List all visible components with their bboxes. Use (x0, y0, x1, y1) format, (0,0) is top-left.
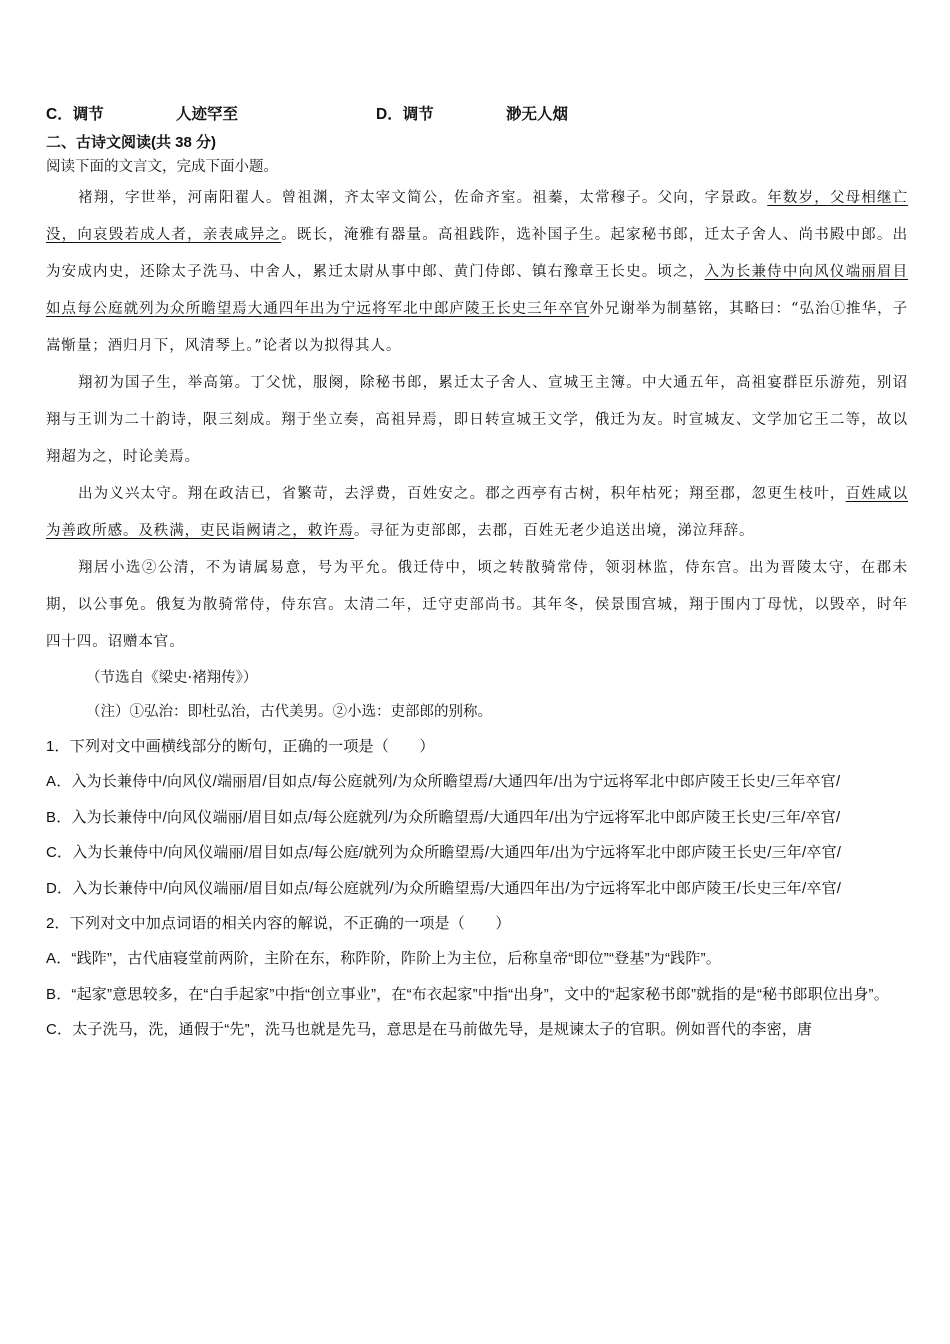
option-c-label: C．调节 (46, 106, 104, 123)
option-c-text: 人迹罕至 (176, 106, 239, 123)
question-1-option-d: D．入为长兼侍中/向风仪端丽/眉目如点/每公庭就列/为众所瞻望焉/大通四年出/为宁远将军北中郎庐陵王/长史三年/卒官/ (46, 879, 842, 897)
option-d-text: 渺无人烟 (506, 106, 569, 123)
section-intro: 阅读下面的文言文，完成下面小题。 (46, 159, 278, 175)
question-2-option-b: B．“起家”意思较多，在“白手起家”中指“创立事业”，在“布衣起家”中指“出身”，文中的“起家秘书郎”就指的是“秘书郎职位出身”。 (46, 985, 889, 1003)
p1-text-b: 。既长，淹雅有器量。高祖践阼，选补国子生。起家秘书郎，迁太子舍人、尚书殿中郎。出为安成内史，还除太子洗马、中舍人，累迁太尉从事中郎、黄门侍郎、镇右豫章王长史。顷之， (46, 227, 909, 280)
question-1-option-b: B．入为长兼侍中/向风仪端丽/眉目如点/每公庭就列/为众所瞻望焉/大通四年/出为宁远将军北中郎庐陵王长史/三年/卒官/ (46, 808, 841, 826)
passage-paragraph-1 (46, 180, 908, 365)
passage-paragraph-4: 翔居小选②公清，不为请属易意，号为平允。俄迁侍中，顷之转散骑常侍，领羽林监，侍东宫。出为晋陵太守，在郡未期，以公事免。俄复为散骑常侍，侍东宫。太清二年，迁守吏部尚书。其年冬，侯景围宫城，翔于围内丁母忧，以毁卒，时年四十四。诏赠本官。 (46, 560, 908, 650)
p1-text-a: 褚翔，字世举，河南阳翟人。曾祖渊，齐太宰文简公，佐命齐室。祖蓁，太常穆子。父向，字景政。 (78, 190, 768, 206)
option-d-label: D．调节 (376, 106, 434, 123)
section-title: 二、古诗文阅读(共 38 分) (46, 134, 217, 151)
previous-question-options (46, 98, 908, 128)
document-page (46, 98, 908, 1048)
passage-source: （节选自《梁史·褚翔传》） (86, 670, 258, 686)
p1-underlined-1: 年数岁，父母相继亡没，向哀毁若成人者，亲表咸异之 (46, 190, 908, 243)
passage-paragraph-2: 翔初为国子生，举高第。丁父忧，服阕，除秘书郎，累迁太子舍人、宣城王主簿。中大通五年，高祖宴群臣乐游苑，别诏翔与王训为二十韵诗，限三刻成。翔于坐立奏，高祖异焉，即日转宣城王文学，俄迁为友。时宣城友、文学加它王二等，故以翔超为之，时论美焉。 (46, 375, 908, 465)
question-1-stem: 1．下列对文中画横线部分的断句，正确的一项是（ ） (46, 738, 435, 755)
p1-underlined-2: 入为长兼侍中向风仪端丽眉目如点每公庭就列为众所瞻望焉大通四年出为宁远将军北中郎庐陵王长史三年卒官 (46, 264, 909, 317)
question-2-option-c: C．太子洗马，洗，通假于“先”，洗马也就是先马，意思是在马前做先导，是规谏太子的官职。例如晋代的李密，唐 (46, 1021, 813, 1038)
passage-note: （注）①弘治：即杜弘治，古代美男。②小选：吏部郎的别称。 (86, 704, 492, 720)
p3-text-a: 出为义兴太守。翔在政洁已，省繁苛，去浮费，百姓安之。郡之西亭有古树，积年枯死；翔至郡，忽更生枝叶， (78, 486, 846, 502)
p3-underlined: 百姓咸以为善政所感。及秩满，吏民诣阙请之，敕许焉 (46, 486, 908, 539)
question-1-option-a: A．入为长兼侍中/向风仪/端丽眉/目如点/每公庭就列/为众所瞻望焉/大通四年/出为宁远将军北中郎庐陵王长史/三年卒官/ (46, 773, 841, 790)
passage-paragraph-3 (46, 476, 908, 550)
p1-text-c: 外兄谢举为制墓铭，其略曰：“弘治①推华，子嵩惭量；酒归月下，风清琴上。”论者以为拟得其人。 (46, 301, 909, 354)
question-2-option-a: A．“践阼”，古代庙寝堂前两阶，主阶在东，称阼阶，阼阶上为主位，后称皇帝“即位”“登基”为“践阼”。 (46, 950, 721, 967)
p3-text-b: 。寻征为吏部郎，去郡，百姓无老少追送出境，涕泣拜辞。 (354, 523, 755, 539)
question-2-stem: 2．下列对文中加点词语的相关内容的解说，不正确的一项是（ ） (46, 915, 511, 932)
question-1-option-c: C．入为长兼侍中/向风仪端丽/眉目如点/每公庭/就列为众所瞻望焉/大通四年/出为宁远将军北中郎庐陵王长史/三年/卒官/ (46, 844, 842, 861)
